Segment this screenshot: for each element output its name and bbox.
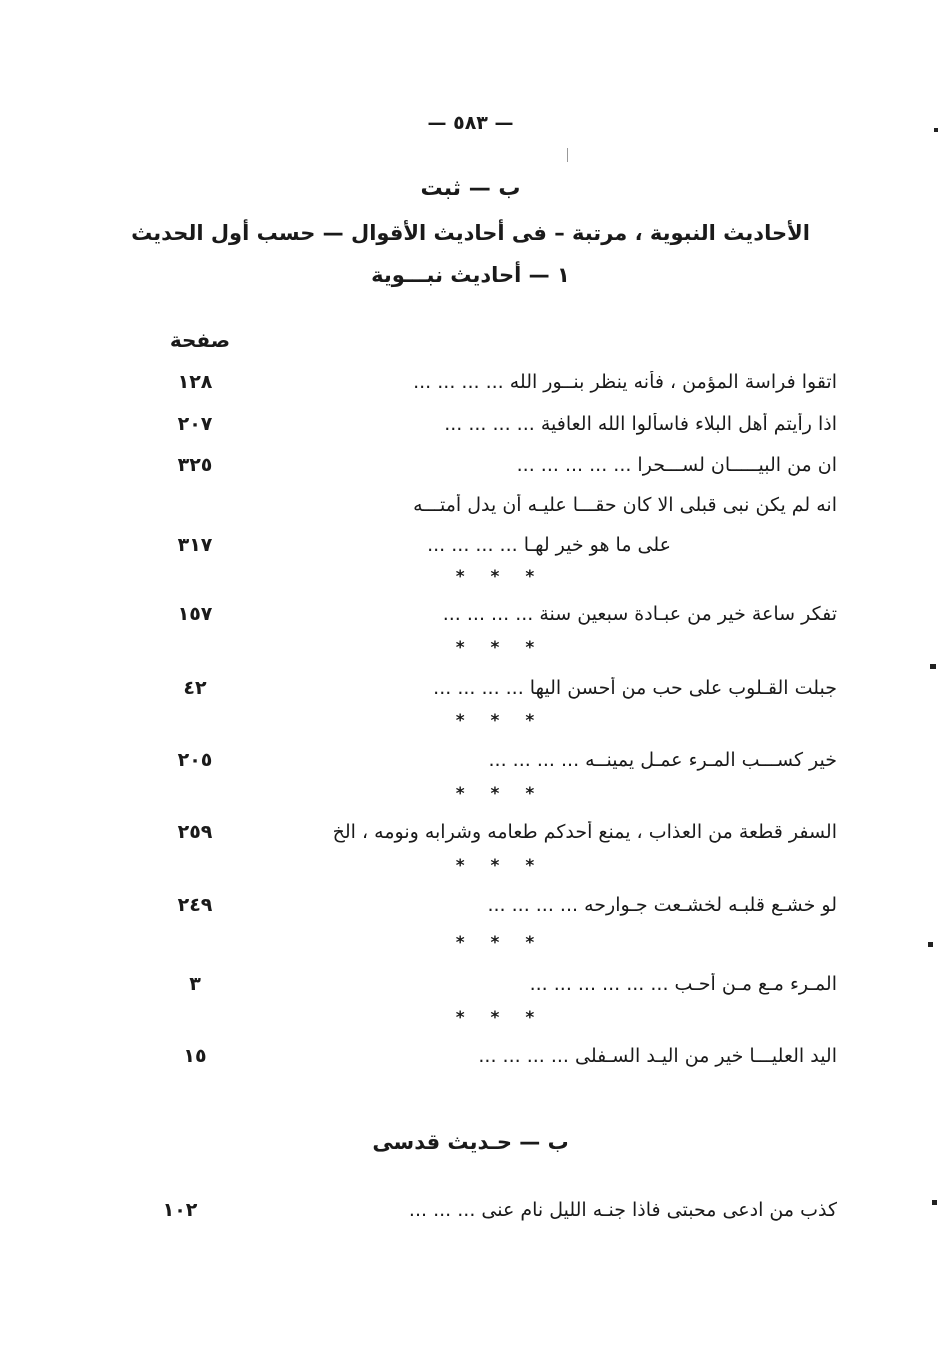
entry-page-number: ١٠٢ xyxy=(162,1199,198,1221)
page-number: — ٥٨٣ — xyxy=(427,112,514,134)
entry-text: تفكر ساعة خير من عبـادة سبعين سنة ... ... ... ... xyxy=(442,603,837,625)
entry-page-number: ١٢٨ xyxy=(177,371,213,393)
scan-speck xyxy=(928,942,933,947)
subtitle: الأحاديث النبوية ، مرتبة – فى أحاديث الأقوال — حسب أول الحديث xyxy=(131,221,810,245)
entry-text: اذا رأيتم أهل البلاء فاسألوا الله العافية ... ... ... ... xyxy=(444,413,837,435)
subsection-heading: ١ — أحاديث نبـــوية xyxy=(371,263,570,287)
separator-stars: * * * xyxy=(455,1008,545,1028)
entry-page-number: ١٥٧ xyxy=(177,603,213,625)
separator-stars: * * * xyxy=(455,567,545,587)
entry-text: جبلت القـلوب على حب من أحسن اليها ... ... ... ... xyxy=(433,677,837,699)
entry-text: لو خشـع قلبـه لخشـعت جـوارحه ... ... ... ... xyxy=(487,894,837,916)
entry-page-number: ٣ xyxy=(189,973,201,995)
entry-text: خير كســـب المـرء عمـل يمينــه ... ... ... ... xyxy=(488,749,837,771)
entry-text: المـرء مـع مـن أحـب ... ... ... ... ... ... xyxy=(529,973,837,995)
entry-page-number: ٢٠٧ xyxy=(177,413,213,435)
scan-speck xyxy=(567,148,568,162)
entry-page-number: ٣٢٥ xyxy=(177,454,213,476)
separator-stars: * * * xyxy=(455,933,545,953)
page-column-label: صفحة xyxy=(169,328,231,352)
entry-text: كذب من ادعى محبتى فاذا جنـه الليل نام عنى ... ... ... xyxy=(408,1199,837,1221)
entry-page-number: ٢٠٥ xyxy=(177,749,213,771)
entry-page-number: ٤٢ xyxy=(183,677,207,699)
subsection-heading: ب — حـديث قدسى xyxy=(372,1130,569,1154)
entry-page-number: ٢٤٩ xyxy=(177,894,213,916)
section-title: ب — ثبت xyxy=(420,176,521,201)
entry-text: ان من البيـــــان لســـحرا ... ... ... ... ... xyxy=(516,454,837,476)
entry-text: على ما هو خير لهـا ... ... ... ... xyxy=(427,534,671,556)
entry-page-number: ٣١٧ xyxy=(177,534,213,556)
separator-stars: * * * xyxy=(455,784,545,804)
entry-page-number: ١٥ xyxy=(183,1045,207,1067)
scan-speck xyxy=(930,664,936,669)
scan-speck xyxy=(932,1200,937,1205)
entry-text: السفر قطعة من العذاب ، يمنع أحدكم طعامه وشرابه ونومه ، الخ xyxy=(332,821,837,843)
separator-stars: * * * xyxy=(455,638,545,658)
separator-stars: * * * xyxy=(455,711,545,731)
entry-text: انه لم يكن نبى قبلى الا كان حقـــا عليـه أن يدل أمتـــه xyxy=(413,494,837,516)
entry-text: اتقوا فراسة المؤمن ، فأنه ينظر بنــور الله ... ... ... ... xyxy=(413,371,837,393)
entry-page-number: ٢٥٩ xyxy=(177,821,213,843)
entry-text: اليد العليـــا خير من اليـد السـفلى ... ... ... ... xyxy=(478,1045,837,1067)
separator-stars: * * * xyxy=(455,856,545,876)
